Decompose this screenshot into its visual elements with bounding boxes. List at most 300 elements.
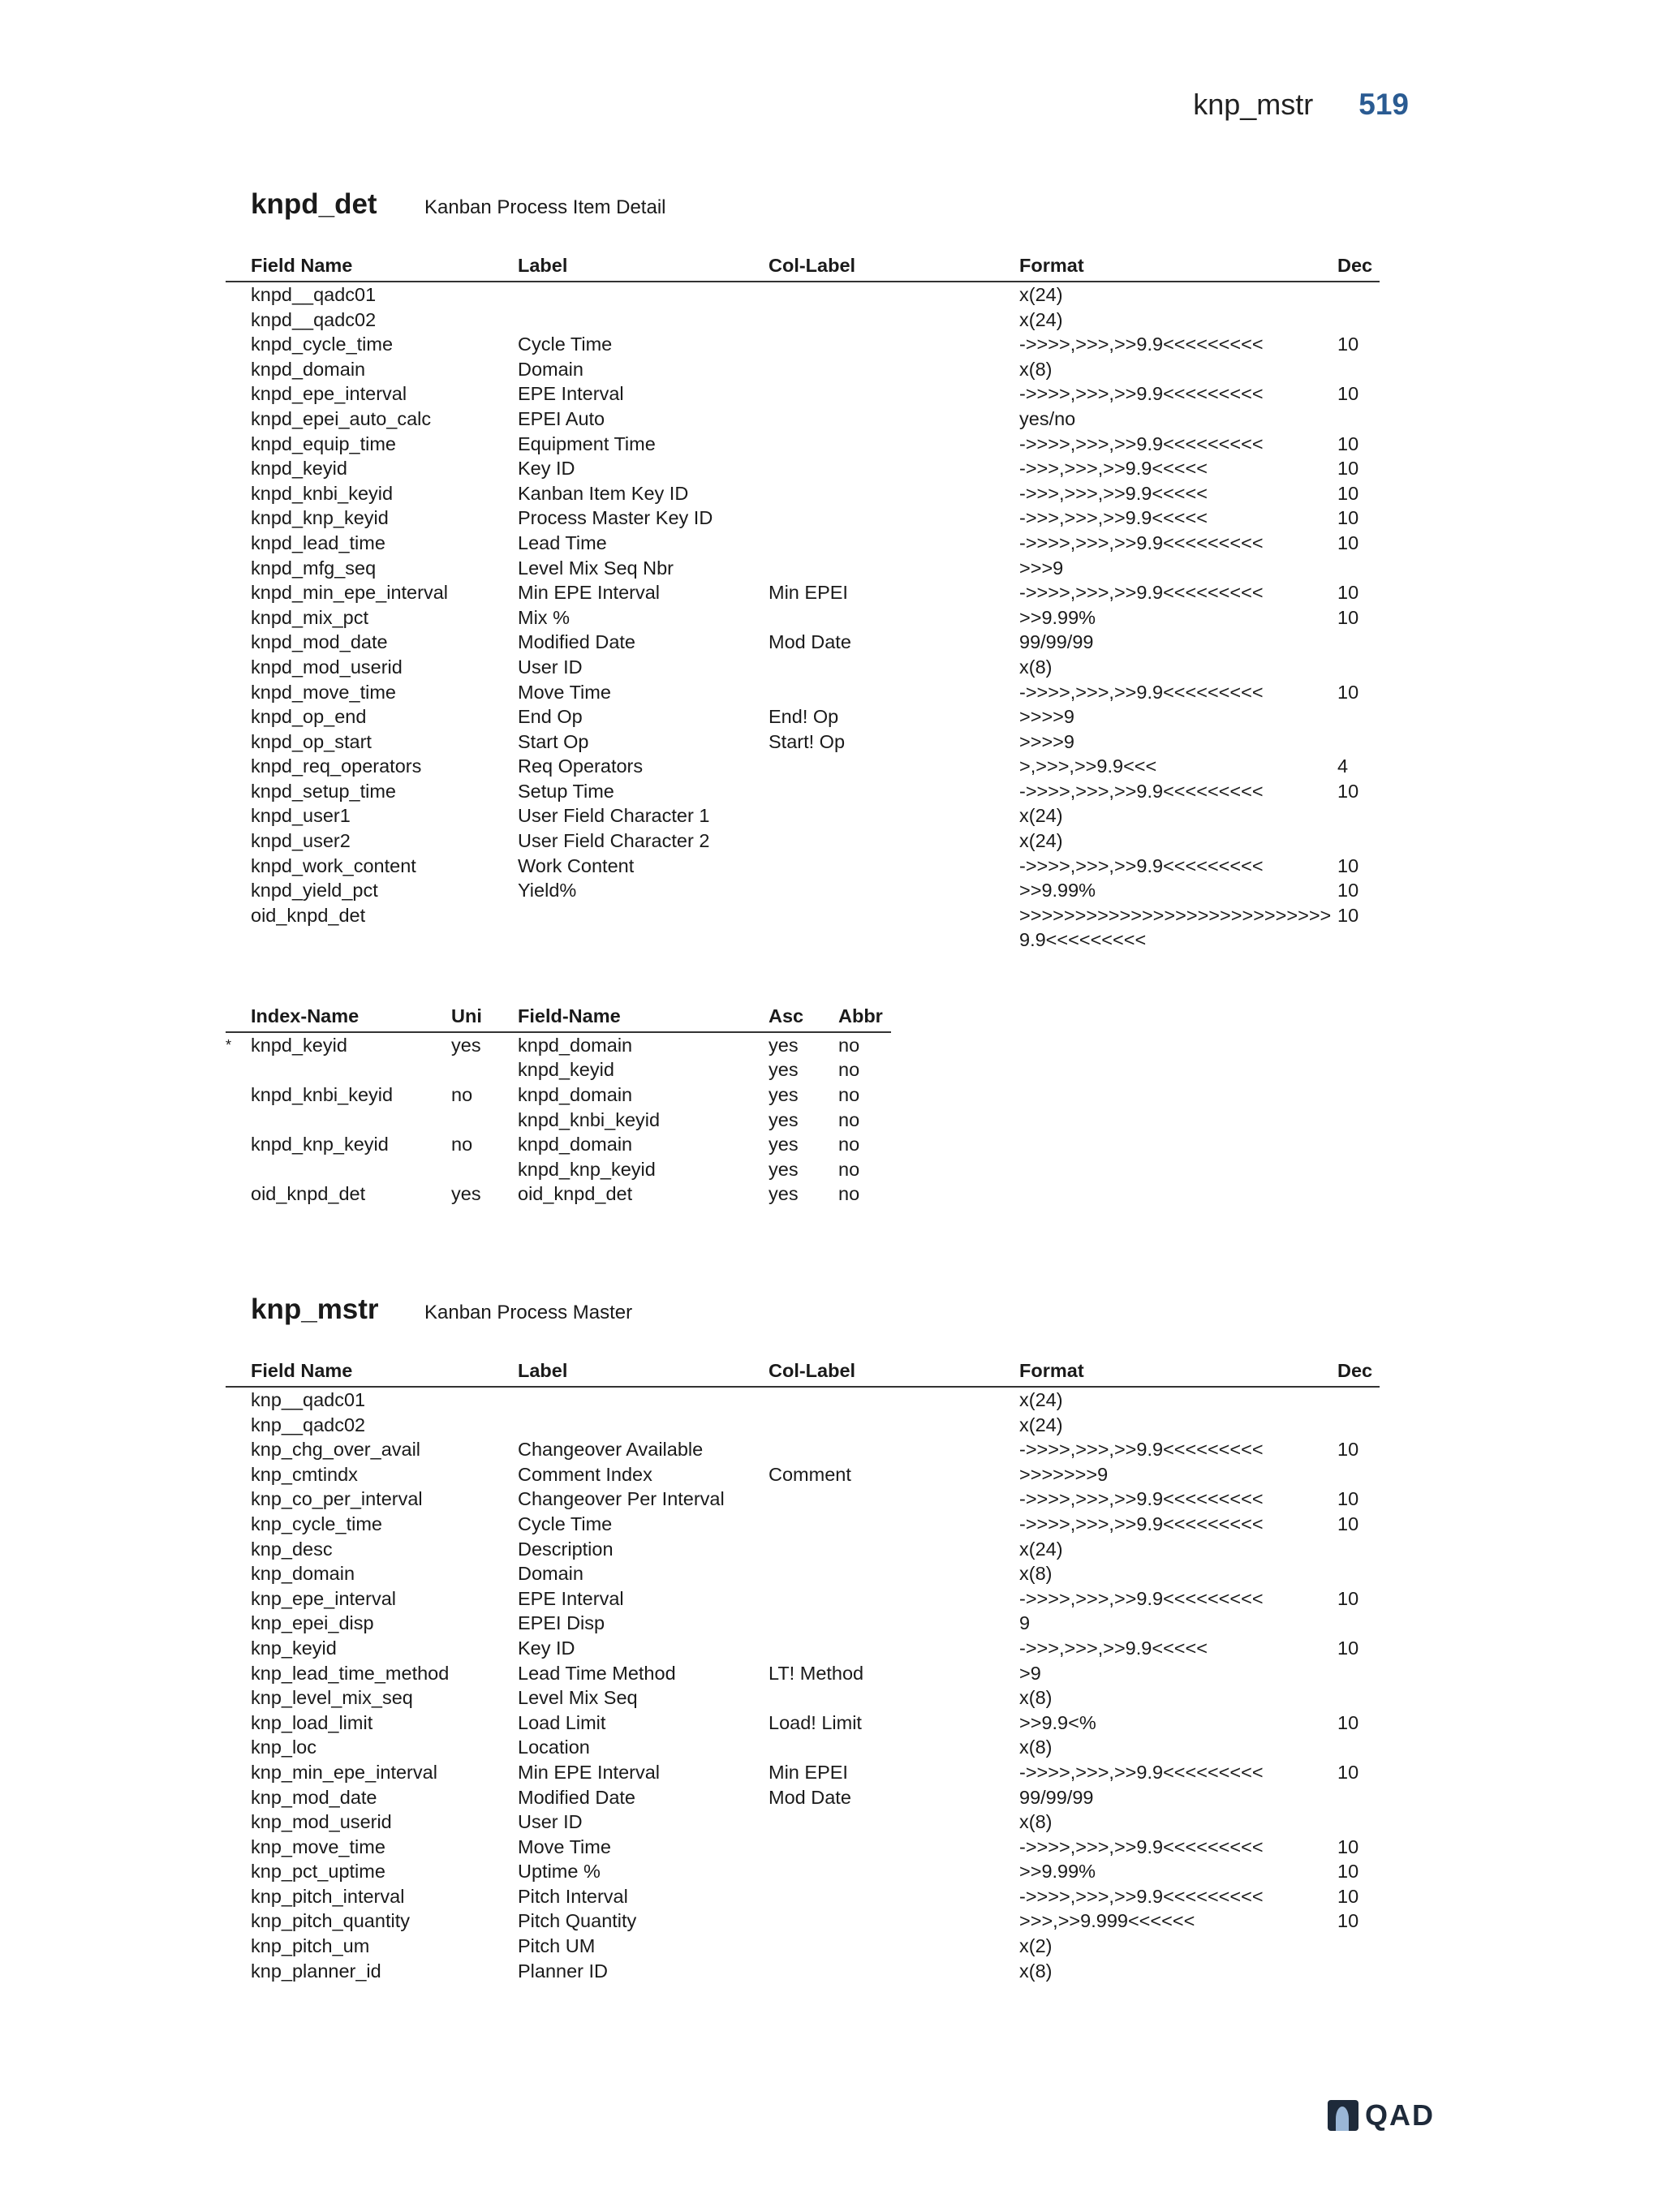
label-cell: End Op	[518, 706, 583, 728]
label-cell: Kanban Item Key ID	[518, 482, 689, 504]
field-name-cell: knpd_user1	[251, 805, 351, 827]
field-name-cell: knp_chg_over_avail	[251, 1439, 421, 1461]
header-format: Format	[1019, 1360, 1084, 1381]
table-row	[226, 1586, 1380, 1612]
asc-cell: yes	[769, 1134, 799, 1155]
running-head	[1193, 88, 1409, 122]
index-row	[226, 1057, 891, 1082]
uni-cell: yes	[451, 1183, 481, 1205]
table-row	[226, 308, 1380, 333]
field-table-header	[226, 1358, 1380, 1388]
table-name: knp_mstr	[251, 1293, 379, 1325]
index-field-cell: knpd_keyid	[518, 1059, 614, 1081]
format-cell: x(24)	[1019, 1538, 1063, 1560]
label-cell: Move Time	[518, 681, 611, 703]
index-row	[226, 1108, 891, 1133]
field-name-cell: knp__qadc02	[251, 1414, 366, 1435]
table-row	[226, 1437, 1380, 1462]
index-field-cell: knpd_knbi_keyid	[518, 1108, 661, 1130]
field-name-cell: knp_loc	[251, 1736, 316, 1758]
dec-cell: 10	[1337, 334, 1359, 355]
format-cell: ->>>>,>>>,>>9.9<<<<<<<<<	[1019, 433, 1264, 454]
header-abbr: Abbr	[838, 1005, 883, 1026]
field-name-cell: knpd_move_time	[251, 681, 396, 703]
table-section-knpd-det	[226, 188, 1380, 1207]
running-head-title: knp_mstr	[1193, 88, 1314, 121]
index-row	[226, 1132, 891, 1157]
table-row	[226, 1810, 1380, 1835]
table-row	[226, 1661, 1380, 1686]
table-row	[226, 754, 1380, 779]
header-label: Label	[518, 255, 568, 276]
format-cell: >>>,>>9.999<<<<<<	[1019, 1910, 1195, 1932]
header-col-label: Col-Label	[769, 255, 856, 276]
label-cell: EPE Interval	[518, 383, 624, 405]
field-name-cell: knpd_keyid	[251, 458, 347, 480]
table-row	[226, 655, 1380, 680]
field-name-cell: knp_mod_date	[251, 1786, 377, 1808]
qad-logo	[1328, 2098, 1435, 2132]
field-name-cell: knpd_knp_keyid	[251, 507, 389, 529]
table-row	[226, 1388, 1380, 1413]
dec-cell: 10	[1337, 1513, 1359, 1534]
field-name-cell: knp_cmtindx	[251, 1463, 358, 1485]
format-cell: x(8)	[1019, 1563, 1053, 1585]
table-row	[226, 1760, 1380, 1785]
format-cell: 99/99/99	[1019, 631, 1094, 653]
table-row	[226, 1711, 1380, 1736]
table-row	[226, 456, 1380, 481]
label-cell: User ID	[518, 1811, 583, 1833]
label-cell: Modified Date	[518, 1786, 635, 1808]
table-row	[226, 704, 1380, 729]
table-row	[226, 556, 1380, 581]
label-cell: Key ID	[518, 458, 575, 480]
format-cell: 99/99/99	[1019, 1786, 1094, 1808]
format-cell: >>>>>>>9	[1019, 1463, 1109, 1485]
dec-cell: 10	[1337, 1761, 1359, 1783]
field-name-cell: knp__qadc01	[251, 1389, 366, 1410]
table-section-knp-mstr	[226, 1293, 1380, 1983]
table-row	[226, 1835, 1380, 1860]
format-cell: x(8)	[1019, 1736, 1053, 1758]
field-name-cell: knpd_equip_time	[251, 433, 396, 454]
col-label-cell: Min EPEI	[769, 582, 848, 604]
label-cell: Lead Time	[518, 531, 607, 553]
label-cell: Changeover Available	[518, 1439, 704, 1461]
field-name-cell: knpd_domain	[251, 358, 366, 380]
index-row	[226, 1181, 891, 1207]
field-name-cell: knp_desc	[251, 1538, 333, 1560]
dec-cell: 10	[1337, 880, 1359, 902]
table-row	[226, 878, 1380, 903]
header-index-name: Index-Name	[251, 1005, 360, 1026]
format-cell: x(24)	[1019, 308, 1063, 330]
header-field-name: Field Name	[251, 1360, 353, 1381]
format-cell: >,>>>,>>9.9<<<	[1019, 755, 1157, 777]
field-table	[226, 1358, 1380, 1983]
table-row	[226, 903, 1380, 952]
index-row	[226, 1157, 891, 1182]
format-cell: ->>>>,>>>,>>9.9<<<<<<<<<	[1019, 582, 1264, 604]
format-cell: ->>>>,>>>,>>9.9<<<<<<<<<	[1019, 1587, 1264, 1609]
label-cell: Planner ID	[518, 1960, 609, 1982]
header-format: Format	[1019, 255, 1084, 276]
table-row	[226, 854, 1380, 879]
abbr-cell: no	[838, 1134, 860, 1155]
label-cell: Equipment Time	[518, 433, 656, 454]
field-name-cell: knp_pitch_quantity	[251, 1910, 410, 1932]
dec-cell: 10	[1337, 1711, 1359, 1733]
field-name-cell: knpd__qadc02	[251, 308, 377, 330]
index-row	[226, 1082, 891, 1108]
field-name-cell: knp_epei_disp	[251, 1612, 374, 1634]
table-row	[226, 729, 1380, 755]
label-cell: Start Op	[518, 730, 589, 752]
format-cell: ->>>>,>>>,>>9.9<<<<<<<<<	[1019, 1439, 1264, 1461]
field-table-body	[226, 1388, 1380, 1983]
format-cell: ->>>>,>>>,>>9.9<<<<<<<<<	[1019, 1885, 1264, 1907]
col-label-cell: Min EPEI	[769, 1761, 848, 1783]
table-row	[226, 1487, 1380, 1512]
field-name-cell: knpd_yield_pct	[251, 880, 378, 902]
label-cell: Lead Time Method	[518, 1662, 676, 1684]
field-name-cell: knp_mod_userid	[251, 1811, 392, 1833]
label-cell: User Field Character 2	[518, 830, 710, 852]
dec-cell: 10	[1337, 1637, 1359, 1659]
format-cell: >>9.9<%	[1019, 1711, 1096, 1733]
field-name-cell: knp_level_mix_seq	[251, 1687, 413, 1709]
format-cell: x(24)	[1019, 1414, 1063, 1435]
table-row	[226, 381, 1380, 407]
field-name-cell: knp_epe_interval	[251, 1587, 396, 1609]
table-row	[226, 481, 1380, 506]
format-cell: >>>>>>>>>>>>>>>>>>>>>>>>>>>>9.9<<<<<<<<<	[1019, 904, 1332, 951]
index-name-cell: oid_knpd_det	[251, 1183, 366, 1205]
abbr-cell: no	[838, 1084, 860, 1106]
dec-cell: 10	[1337, 681, 1359, 703]
field-table-header	[226, 253, 1380, 282]
label-cell: Pitch Quantity	[518, 1910, 637, 1932]
format-cell: ->>>>,>>>,>>9.9<<<<<<<<<	[1019, 334, 1264, 355]
format-cell: x(24)	[1019, 284, 1063, 305]
asc-cell: yes	[769, 1183, 799, 1205]
field-name-cell: knp_planner_id	[251, 1960, 381, 1982]
table-row	[226, 1561, 1380, 1586]
dec-cell: 10	[1337, 531, 1359, 553]
header-col-label: Col-Label	[769, 1360, 856, 1381]
index-field-cell: knpd_domain	[518, 1034, 633, 1056]
format-cell: x(24)	[1019, 805, 1063, 827]
abbr-cell: no	[838, 1059, 860, 1081]
format-cell: ->>>>,>>>,>>9.9<<<<<<<<<	[1019, 1835, 1264, 1857]
dec-cell: 10	[1337, 1885, 1359, 1907]
uni-cell: yes	[451, 1034, 481, 1056]
abbr-cell: no	[838, 1158, 860, 1180]
table-row	[226, 1934, 1380, 1959]
label-cell: Yield%	[518, 880, 577, 902]
label-cell: Level Mix Seq Nbr	[518, 557, 674, 579]
field-name-cell: knp_min_epe_interval	[251, 1761, 437, 1783]
dec-cell: 10	[1337, 507, 1359, 529]
table-row	[226, 779, 1380, 804]
dec-cell: 10	[1337, 458, 1359, 480]
table-row	[226, 1611, 1380, 1636]
field-name-cell: knpd_setup_time	[251, 780, 396, 802]
format-cell: >>9.99%	[1019, 606, 1096, 628]
field-name-cell: knp_move_time	[251, 1835, 385, 1857]
table-row	[226, 680, 1380, 705]
asc-cell: yes	[769, 1084, 799, 1106]
format-cell: ->>>>,>>>,>>9.9<<<<<<<<<	[1019, 780, 1264, 802]
table-row	[226, 1884, 1380, 1909]
label-cell: Location	[518, 1736, 590, 1758]
col-label-cell: End! Op	[769, 706, 839, 728]
abbr-cell: no	[838, 1034, 860, 1056]
asc-cell: yes	[769, 1158, 799, 1180]
format-cell: x(8)	[1019, 656, 1053, 678]
table-row	[226, 1636, 1380, 1661]
dec-cell: 10	[1337, 1439, 1359, 1461]
label-cell: Load Limit	[518, 1711, 606, 1733]
abbr-cell: no	[838, 1108, 860, 1130]
format-cell: x(8)	[1019, 1811, 1053, 1833]
format-cell: x(8)	[1019, 358, 1053, 380]
index-name-cell: knpd_knp_keyid	[251, 1134, 389, 1155]
section-header	[226, 1293, 1380, 1334]
label-cell: Cycle Time	[518, 334, 613, 355]
dec-cell: 10	[1337, 606, 1359, 628]
format-cell: >>>>9	[1019, 730, 1074, 752]
dec-cell: 10	[1337, 1488, 1359, 1510]
table-row	[226, 357, 1380, 382]
table-row	[226, 605, 1380, 630]
index-table-header	[226, 1004, 891, 1033]
field-name-cell: knpd_work_content	[251, 854, 416, 876]
table-row	[226, 1785, 1380, 1810]
field-name-cell: knpd_cycle_time	[251, 334, 394, 355]
uni-cell: no	[451, 1134, 473, 1155]
format-cell: ->>>,>>>,>>9.9<<<<<	[1019, 458, 1208, 480]
col-label-cell: Mod Date	[769, 1786, 851, 1808]
label-cell: EPEI Disp	[518, 1612, 605, 1634]
dec-cell: 10	[1337, 582, 1359, 604]
col-label-cell: Load! Limit	[769, 1711, 862, 1733]
format-cell: >>>>9	[1019, 706, 1074, 728]
dec-cell: 10	[1337, 383, 1359, 405]
table-row	[226, 1959, 1380, 1984]
table-name: knpd_det	[251, 188, 377, 220]
format-cell: yes/no	[1019, 407, 1076, 429]
field-name-cell: knp_pitch_interval	[251, 1885, 405, 1907]
field-name-cell: knpd_epei_auto_calc	[251, 407, 432, 429]
label-cell: Req Operators	[518, 755, 644, 777]
header-uni: Uni	[451, 1005, 482, 1026]
format-cell: x(8)	[1019, 1960, 1053, 1982]
table-description: Kanban Process Item Detail	[424, 196, 666, 218]
field-name-cell: knpd_min_epe_interval	[251, 582, 448, 604]
index-field-cell: knpd_domain	[518, 1084, 633, 1106]
field-name-cell: knpd_req_operators	[251, 755, 422, 777]
field-name-cell: knp_lead_time_method	[251, 1662, 450, 1684]
field-name-cell: knpd_user2	[251, 830, 351, 852]
label-cell: Domain	[518, 1563, 583, 1585]
field-name-cell: oid_knpd_det	[251, 904, 366, 926]
index-name-cell: knpd_knbi_keyid	[251, 1084, 394, 1106]
field-table-body	[226, 282, 1380, 952]
format-cell: >9	[1019, 1662, 1041, 1684]
format-cell: x(2)	[1019, 1935, 1053, 1957]
page-number: 519	[1358, 88, 1409, 121]
label-cell: Process Master Key ID	[518, 507, 713, 529]
format-cell: ->>>>,>>>,>>9.9<<<<<<<<<	[1019, 1513, 1264, 1534]
abbr-cell: no	[838, 1183, 860, 1205]
uni-cell: no	[451, 1084, 473, 1106]
field-name-cell: knp_load_limit	[251, 1711, 373, 1733]
header-field-name: Field Name	[251, 255, 353, 276]
table-row	[226, 1735, 1380, 1760]
label-cell: Changeover Per Interval	[518, 1488, 725, 1510]
format-cell: ->>>>,>>>,>>9.9<<<<<<<<<	[1019, 1488, 1264, 1510]
label-cell: Pitch Interval	[518, 1885, 628, 1907]
dec-cell: 10	[1337, 904, 1359, 926]
dec-cell: 10	[1337, 1835, 1359, 1857]
dec-cell: 10	[1337, 1587, 1359, 1609]
table-row	[226, 407, 1380, 432]
label-cell: User ID	[518, 656, 583, 678]
field-name-cell: knpd_lead_time	[251, 531, 385, 553]
table-row	[226, 506, 1380, 531]
section-header	[226, 188, 1380, 229]
format-cell: 9	[1019, 1612, 1031, 1634]
dec-cell: 10	[1337, 482, 1359, 504]
index-table-body	[226, 1033, 891, 1207]
field-name-cell: knp_co_per_interval	[251, 1488, 423, 1510]
format-cell: ->>>>,>>>,>>9.9<<<<<<<<<	[1019, 531, 1264, 553]
field-name-cell: knp_pitch_um	[251, 1935, 370, 1957]
field-name-cell: knpd_knbi_keyid	[251, 482, 394, 504]
format-cell: ->>>>,>>>,>>9.9<<<<<<<<<	[1019, 681, 1264, 703]
qad-logo-text: QAD	[1365, 2098, 1435, 2132]
index-field-cell: knpd_domain	[518, 1134, 633, 1155]
field-name-cell: knpd_epe_interval	[251, 383, 407, 405]
dec-cell: 10	[1337, 1910, 1359, 1932]
format-cell: ->>>>,>>>,>>9.9<<<<<<<<<	[1019, 1761, 1264, 1783]
label-cell: Min EPE Interval	[518, 1761, 661, 1783]
label-cell: Domain	[518, 358, 583, 380]
field-name-cell: knpd__qadc01	[251, 284, 377, 305]
label-cell: Description	[518, 1538, 614, 1560]
col-label-cell: Mod Date	[769, 631, 851, 653]
table-row	[226, 803, 1380, 828]
table-row	[226, 432, 1380, 457]
table-row	[226, 630, 1380, 655]
format-cell: x(8)	[1019, 1687, 1053, 1709]
label-cell: Uptime %	[518, 1861, 601, 1883]
label-cell: Modified Date	[518, 631, 635, 653]
col-label-cell: Comment	[769, 1463, 851, 1485]
table-row	[226, 1685, 1380, 1711]
dec-cell: 10	[1337, 433, 1359, 454]
dec-cell: 10	[1337, 780, 1359, 802]
dec-cell: 10	[1337, 854, 1359, 876]
format-cell: ->>>>,>>>,>>9.9<<<<<<<<<	[1019, 383, 1264, 405]
header-dec: Dec	[1337, 1360, 1373, 1381]
table-description: Kanban Process Master	[424, 1302, 633, 1323]
format-cell: x(24)	[1019, 1389, 1063, 1410]
field-name-cell: knpd_mix_pct	[251, 606, 368, 628]
col-label-cell: LT! Method	[769, 1662, 864, 1684]
label-cell: EPEI Auto	[518, 407, 605, 429]
field-name-cell: knpd_mod_userid	[251, 656, 403, 678]
dec-cell: 4	[1337, 755, 1349, 777]
primary-index-marker: *	[226, 1036, 232, 1053]
format-cell: x(24)	[1019, 830, 1063, 852]
asc-cell: yes	[769, 1108, 799, 1130]
label-cell: Mix %	[518, 606, 570, 628]
format-cell: >>>9	[1019, 557, 1064, 579]
label-cell: Cycle Time	[518, 1513, 613, 1534]
field-name-cell: knp_cycle_time	[251, 1513, 382, 1534]
asc-cell: yes	[769, 1034, 799, 1056]
table-row	[226, 1413, 1380, 1438]
header-label: Label	[518, 1360, 568, 1381]
table-row	[226, 332, 1380, 357]
label-cell: EPE Interval	[518, 1587, 624, 1609]
format-cell: ->>>>,>>>,>>9.9<<<<<<<<<	[1019, 854, 1264, 876]
table-row	[226, 1859, 1380, 1884]
field-name-cell: knpd_mod_date	[251, 631, 388, 653]
field-name-cell: knp_domain	[251, 1563, 355, 1585]
field-name-cell: knpd_mfg_seq	[251, 557, 377, 579]
format-cell: ->>>,>>>,>>9.9<<<<<	[1019, 507, 1208, 529]
table-row	[226, 1909, 1380, 1934]
field-name-cell: knp_pct_uptime	[251, 1861, 385, 1883]
asc-cell: yes	[769, 1059, 799, 1081]
format-cell: ->>>,>>>,>>9.9<<<<<	[1019, 482, 1208, 504]
field-name-cell: knpd_op_start	[251, 730, 372, 752]
label-cell: Work Content	[518, 854, 635, 876]
qad-logo-icon	[1328, 2100, 1358, 2131]
col-label-cell: Start! Op	[769, 730, 846, 752]
format-cell: >>9.99%	[1019, 1861, 1096, 1883]
index-field-cell: oid_knpd_det	[518, 1183, 633, 1205]
label-cell: Setup Time	[518, 780, 614, 802]
header-field-name: Field-Name	[518, 1005, 621, 1026]
label-cell: Level Mix Seq	[518, 1687, 638, 1709]
table-row	[226, 828, 1380, 854]
label-cell: Move Time	[518, 1835, 611, 1857]
table-row	[226, 1462, 1380, 1487]
table-row	[226, 580, 1380, 605]
index-row	[226, 1033, 891, 1058]
format-cell: ->>>,>>>,>>9.9<<<<<	[1019, 1637, 1208, 1659]
label-cell: Comment Index	[518, 1463, 652, 1485]
header-dec: Dec	[1337, 255, 1373, 276]
label-cell: Min EPE Interval	[518, 582, 661, 604]
table-row	[226, 1537, 1380, 1562]
field-name-cell: knp_keyid	[251, 1637, 337, 1659]
format-cell: >>9.99%	[1019, 880, 1096, 902]
table-row	[226, 1512, 1380, 1537]
label-cell: Pitch UM	[518, 1935, 596, 1957]
label-cell: Key ID	[518, 1637, 575, 1659]
field-name-cell: knpd_op_end	[251, 706, 367, 728]
table-row	[226, 531, 1380, 556]
field-table	[226, 253, 1380, 952]
index-field-cell: knpd_knp_keyid	[518, 1158, 656, 1180]
table-row	[226, 282, 1380, 308]
